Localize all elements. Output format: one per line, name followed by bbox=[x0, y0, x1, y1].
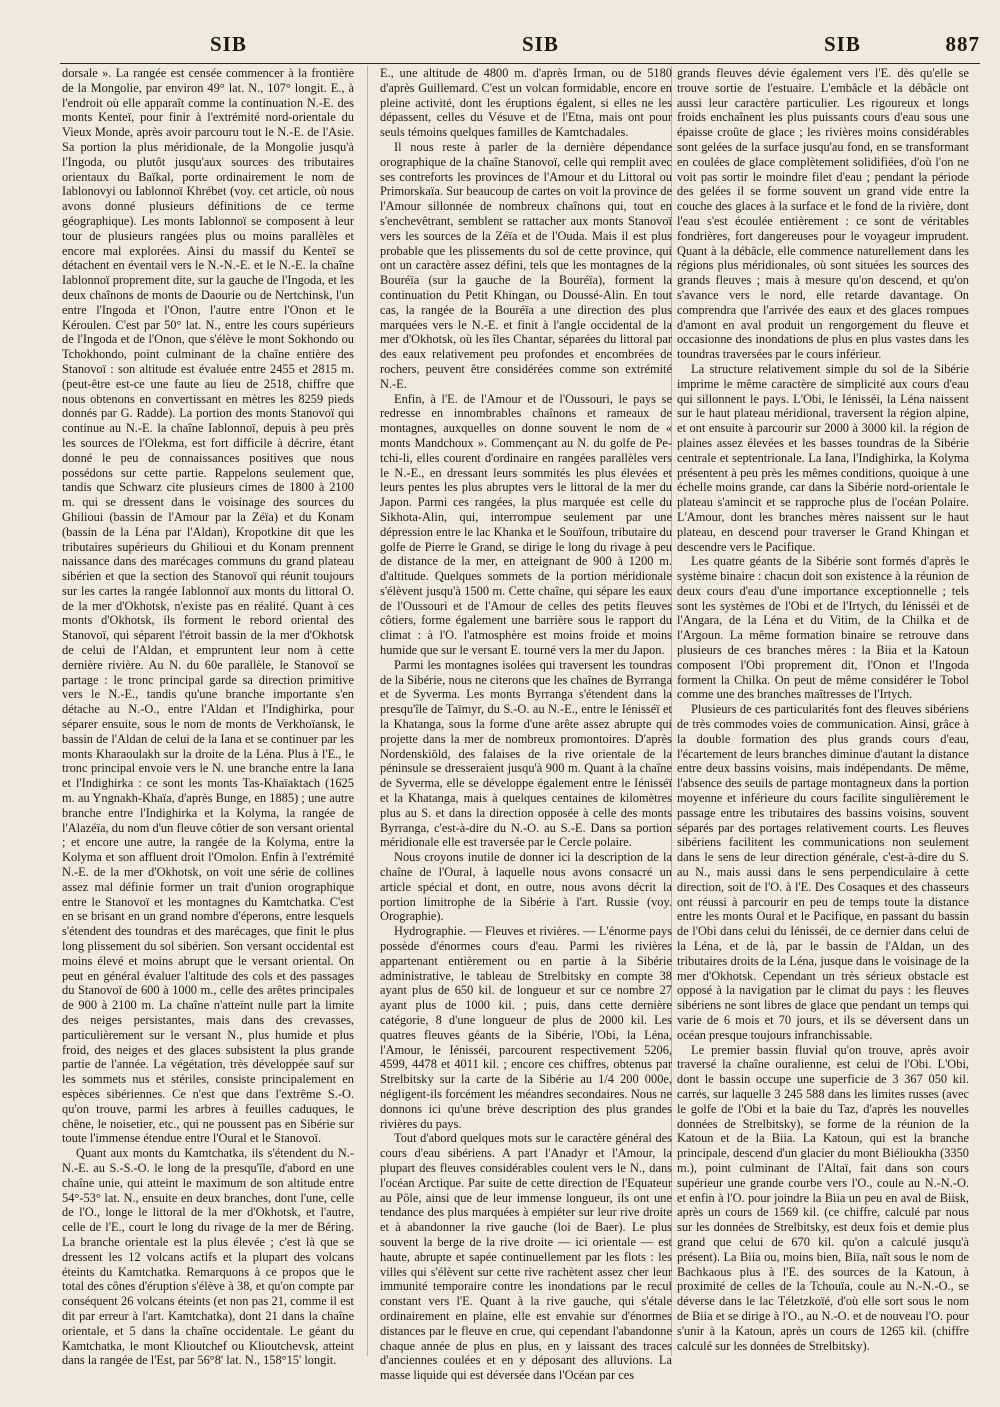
paragraph: Les quatre géants de la Sibérie sont formés d'après le système binaire : chacun doit son existence à la réunion de deux cours d'eau d'une importance exceptionnelle ; tels sont les systèmes de l'Obi et de l'Irtych, du Iénisséi et de l'Angara, de la Léna et du Vitim, de la Chilka et de l'Argoun. La même formation binaire se retrouve dans plusieurs de ces branches mères : la Biia et la Katoun composent l'Obi proprement dit, l'Onon et l'Ingoda forment la Chilka. On peut de même considérer le Tobol comme une des branches maîtresses de l'Irtych. bbox=[677, 554, 969, 702]
paragraph: Quant aux monts du Kamtchatka, ils s'étendent du N.-N.-E. au S.-S.-O. le long de la presqu'île, d'abord en une chaîne unie, qui atteint le maximum de son altitude entre 54°-53° lat. N., ensuite en deux branches, dont l'une, celle de l'O., longe le littoral de la mer d'Okhotsk, et l'autre, celle de l'E., court le long du rivage de la mer de Béring. La branche orientale est la plus élevée ; c'est là que se dressent les 12 volcans actifs et la plupart des volcans éteints du Kamtchatka. Remarquons à ce propos que le total des cônes d'éruption s'élève à 38, et qu'on compte par conséquent 26 volcans éteints (et non pas 21, comme il est dit par erreur à l'art. Kamtchatka), dont 21 dans la chaîne orientale, et 5 dans la chaîne occidentale. Le géant du Kamtchatka, le mont Klioutchef ou Klioutchevsk, atteint dans la rangée de l'Est, par 56°8' lat. N., 158°15' longit. bbox=[62, 1146, 354, 1368]
paragraph: Plusieurs de ces particularités font des fleuves sibériens de très commodes voies de communication. Ainsi, grâce à la double formation des plus grands cours d'eau, l'écartement de leurs branches diminue d'autant la distance entre deux bassins voisins, mais indépendants. De même, l'absence des seuils de partage montagneux dans la portion moyenne et inférieure du cours facilite singulièrement le passage entre les tributaires des bassins voisins, souvent séparés par des portages relativement courts. Les fleuves sibériens facilitent les communications non seulement dans le sens de leur direction générale, c'est-à-dire du S. au N., mais aussi dans le sens perpendiculaire à cette direction, soit de l'O. à l'E. Des Cosaques et des chasseurs ont réussi à parcourir en peu de temps toute la distance entre les monts Oural et le Pacifique, en passant du bassin de l'Obi dans celui du Iénisséi, de ce dernier dans celui de la Léna, et de là, par le bassin de l'Aldan, un des tributaires droits de la Léna, jusque dans le voisinage de la mer d'Okhotsk. Cependant un très sérieux obstacle est opposé à la navigation par le climat du pays : les fleuves sibériens ne sont libres de glace que pendant un temps qui varie de 6 mois et 70 jours, et ils se déversent dans un océan presque toujours infranchissable. bbox=[677, 702, 969, 1042]
header-right-word: SIB bbox=[824, 32, 861, 56]
paragraph: Parmi les montagnes isolées qui traversent les toundras de la Sibérie, nous ne citerons que les chaînes de Byrranga et de Syverma. Les monts Byrranga s'étendent dans la presqu'île de Taïmyr, du S.-O. au N.-E., entre le Iénisséï et la Khatanga, sous la forme d'une arête assez abrupte qui projette dans la mer de nombreux promontoires. D'après Nordenskiöld, des falaises de la rive orientale de la péninsule se dresseraient jusqu'à 900 m. Quant à la chaîne de Syverma, elle se développe également entre le Iénisséï et la Khatanga, mais à quelques centaines de kilomètres plus au S. et dans la direction opposée à celle des monts Byrranga, c'est-à-dire du N.-O. au S.-E. Dans sa portion méridionale elle est traversée par le Cercle polaire. bbox=[380, 657, 672, 850]
paragraph: Enfin, à l'E. de l'Amour et de l'Oussouri, le pays se redresse en innombrables chaînons et rameaux de montagnes, auxquelles on donne souvent le nom de « monts Mandchoux ». Commençant au N. du golfe de Pe-tchi-li, elles courent d'ordinaire en rangées parallèles vers le N.-E., en dressant leurs sommités les plus élevées et leurs pentes les plus abruptes vers le littoral de la mer du Japon. Parmi ces rangées, la plus marquée est celle du Sikhota-Alin, qui, interrompue seulement par une dépression entre le lac Khanka et le Souïfoun, tributaire du golfe de Pierre le Grand, se dirige le long du rivage à peu de distance de la mer, en atteignant de 900 à 1200 m. d'altitude. Quelques sommets de la portion méridionale s'élèvent jusqu'à 1500 m. Cette chaîne, qui sépare les eaux de l'Oussouri et de l'Amour de celles des petits fleuves côtiers, forme également une barrière sous le rapport du climat : à l'O. l'atmosphère est moins froide et moins humide que sur le versant E. tourné vers la mer du Japon. bbox=[380, 391, 672, 658]
running-head bbox=[60, 32, 980, 62]
header-center-word: SIB bbox=[522, 32, 559, 56]
text-columns bbox=[62, 66, 980, 1383]
column-left bbox=[62, 66, 354, 1366]
paragraph: Le premier bassin fluvial qu'on trouve, après avoir traversé la chaîne ouralienne, est celui de l'Obi. L'Obi, dont le bassin occupe une superficie de 3 367 050 kil. carrés, sur laquelle 3 245 588 dans les limites russes (avec le golfe de l'Obi et la baie du Taz, d'après les nouvelles données de Strelbitsky), se forme de la réunion de la Katoun et de la Biia. La Katoun, qui est la branche principale, descend d'un glacier du mont Biélioukha (3350 m.), point culminant de l'Altaï, fait dans son cours supérieur une grande courbe vers l'O., coule au N.-N.-O. et enfin à l'O. pour joindre la Biia un peu en aval de Biisk, après un cours de 1569 kil. (ce chiffre, calculé par nous sur les données de Strelbitsky, est deux fois et demie plus grand que celui de 670 kil. qu'on a calculé jusqu'à présent). La Biia ou, moins bien, Biïa, naît sous le nom de Bachkaous plus à l'E. des sources de la Katoun, à proximité de celles de la Tchouïa, coule au N.-N.-O., se déverse dans le lac Téletzkoïé, d'où elle sort sous le nom de Biia et se dirige à l'O., au N.-O. et de nouveau l'O. pour s'unir à la Katoun, après un cours de 1265 kil. (chiffre calculé sur les données de Strelbitsky). bbox=[677, 1042, 969, 1353]
column-right bbox=[677, 66, 969, 1366]
header-left-word: SIB bbox=[210, 32, 247, 56]
paragraph: La structure relativement simple du sol de la Sibérie imprime le même caractère de simplicité aux cours d'eau qui sillonnent le pays. L'Obi, le Iénisséi, la Léna naissent sur le haut plateau méridional, traversent la région alpine, et ont ensuite à parcourir sur 2000 à 3000 kil. la région de plaines assez élevées et les basses toundras de la Sibérie centrale et septentrionale. La Iana, l'Indighirka, la Kolyma présentent à peu près les mêmes conditions, quoique à une échelle moins grande, car dans la Sibérie nord-orientale le plateau s'amincit et se rapproche plus de l'océan Polaire. L'Amour, dont les branches mères naissent sur le haut plateau, en descend pour traverser le Grand Khingan et descendre vers le Pacifique. bbox=[677, 361, 969, 554]
page-number: 887 bbox=[945, 32, 980, 56]
paragraph: Hydrographie. — Fleuves et rivières. — L'énorme pays possède d'énormes cours d'eau. Parmi les rivières appartenant entièrement ou en partie à la Sibérie administrative, le tableau de Strelbitsky en compte 38 ayant plus de 650 kil. de longueur et sur ce nombre 27 ayant plus de 1000 kil. ; puis, dans cette dernière catégorie, 8 d'une longueur de plus de 2000 kil. Les quatres fleuves géants de la Sibérie, l'Obi, la Léna, l'Amour, le Iénisséi, parcourent respectivement 5206, 4599, 4478 et 4011 kil. ; encore ces chiffres, obtenus par Strelbitsky sur la carte de la Sibérie au 1/4 200 000e, négligent-ils forcément les méandres secondaires. Nous ne donnons ici qu'une brève description des plus grandes rivières du pays. bbox=[380, 924, 672, 1131]
paragraph: E., une altitude de 4800 m. d'après Irman, ou de 5180 d'après Guillemard. C'est un volcan formidable, encore en pleine activité, dont les éruptions égalent, si elles ne les dépassent, celles du Vésuve et de l'Etna, mais ont pour seuls témoins quelques familles de Kamtchadales. bbox=[380, 66, 672, 140]
paragraph: Tout d'abord quelques mots sur le caractère général des cours d'eau sibériens. A part l'Anadyr et l'Amour, la plupart des fleuves considérables coulent vers le N., dans l'océan Arctique. Par suite de cette direction de l'Equateur au Pôle, ainsi que de leur immense longueur, ils ont une tendance des plus marquées à empiéter sur leur rive droite et à abandonner la rive gauche (loi de Baer). Le plus souvent la berge de la rive droite — ici orientale — est haute, abrupte et sapée continuellement par les flots : les villes qui s'élèvent sur cette rive rachètent assez cher leur immunité temporaire contre les inondations par le recul constant vers l'E. Quant à la rive gauche, qui s'étale ordinairement en plaine, elle est envahie sur d'énormes distances par le fleuve en crue, qui cependant l'abandonne chaque année de plus en plus, en y laissant des traces d'anciennes coulées et en y déposant des alluvions. La masse liquide qui est déversée dans l'Océan par ces bbox=[380, 1131, 672, 1383]
header-rule bbox=[60, 63, 980, 64]
paragraph: Nous croyons inutile de donner ici la description de la chaîne de l'Oural, à laquelle nous avons consacré un article spécial et dont, en outre, nous avons décrit la portion limitrophe de la Sibérie à l'art. Russie (voy. Orographie). bbox=[380, 850, 672, 924]
paragraph: dorsale ». La rangée est censée commencer à la frontière de la Mongolie, par environ 49° lat. N., 107° longit. E., à l'endroit où elle apparaît comme la continuation N.-E. des monts Kenteï, pour finir à l'extrémité nord-orientale du Vieux Monde, après avoir parcouru tout le N.-E. de l'Asie. Sa portion la plus méridionale, de la Mongolie jusqu'à l'Ingoda, ou plutôt jusqu'aux sources des tributaires orientaux du Baïkal, porte ordinairement le nom de Iablonovyi ou Iablonnoï Khrébet (voy. cet article, où nous avons donné plusieurs définitions de ce terme géographique). Les monts Iablonnoï se composent à leur tour de plusieurs rangées plus ou moins parallèles et encore mal explorées. Ainsi du massif du Kenteï se détachent en éventail vers le N.-N.-E. et le N.-E. la chaîne Iablonnoï proprement dite, sur la gauche de l'Ingoda, et les deux chaînons de monts de Daourie ou de Nertchinsk, l'un entre l'Ingoda et l'Onon, l'autre entre l'Onon et le Kéroulen. C'est par 50° lat. N., entre les cours supérieurs de l'Ingoda et de l'Onon, que s'élève le mont Sokhondo ou Tchokhondo, point culminant de la chaîne entière des Stanovoï : son altitude est évaluée entre 2455 et 2815 m. (peut-être est-ce une faute au lieu de 2518, chiffre que nous obtenons en convertissant en mètres les 8259 pieds donnés par G. Radde). La portion des monts Stanovoï qui continue au N.-E. la chaîne Iablonnoï, depuis à peu près les sources de l'Olekma, est fort difficile à décrire, étant donné le peu de connaissances positives que nous possédons sur cette partie. Rappelons seulement que, tandis que Schwarz cite plusieurs cimes de 1800 à 2100 m. qui se dressent dans le voisinage des sources du Ghilioui (bassin de l'Amour par la Zéïa) et du Konam (bassin de la Léna par l'Aldan), Kropotkine dit que les tributaires supérieurs du Ghilioui et du Konam prennent naissance dans des marécages communs du grand plateau sibérien et que la section des Stanovoï qui réunit toujours sur les cartes la rangée Iablonnoï aux monts du littoral O. de la mer d'Okhotsk, n'existe pas en réalité. Quant à ces monts d'Okhotsk, ils forment le rebord oriental des Stanovoï, qui séparent l'étroit bassin de la mer d'Okhotsk de celui de l'Aldan, et empruntent leur nom à cette dernière rivière. Au N. du 60e parallèle, le Stanovoï se partage : le tronc principal garde sa direction primitive vers le N.-E., tandis qu'une branche importante s'en détache au N.-O., entre l'Aldan et l'Indighirka, pour séparer ensuite, sous le nom de monts de Verkhoïansk, le bassin de l'Aldan de celui de la Iana et se continuer par les monts Kharaoulakh sur la droite de la Léna. Plus à l'E., le tronc principal envoie vers le N. une branche entre la Iana et l'Indighirka : ce sont les monts Tas-Khaïaktach (1625 m. au Yngnakh-Khaïa, d'après Bunge, en 1885) ; une autre branche entre l'Indighirka et la Kolyma, la rangée de l'Alazéïa, du nom d'un fleuve côtier de son versant oriental ; et encore une autre, la rangée de la Kolyma, entre la Kolyma et son affluent droit l'Omolon. Enfin à l'extrémité N.-E. de la mer d'Okhotsk, on voit une série de collines assez mal définie former un trait d'union orographique entre le Stanovoï et les montagnes du Kamtchatka. C'est en se brisant en un grand nombre d'éperons, entre lesquels s'étendent des toundras et des marécages, que finit le plus long plissement du sol sibérien. Son versant occidental est moins élevé et moins abrupt que le versant oriental. On peut en général évaluer l'altitude des cols et des passages du Stanovoï de 600 à 1000 m., celle des arêtes principales de 900 à 2100 m. La chaîne n'atteint nulle part la limite des neiges persistantes, mais dans des crevasses, particulièrement sur le versant N., plus humide et plus froid, des neiges et des glaces subsistent la plus grande partie de l'année. La végétation, très développée sauf sur les sommets nus et stériles, consiste principalement en espèces sibériennes. Ce n'est que dans l'extrême S.-O. qu'on trouve, parmi les arbres à feuilles caduques, le chêne, le noisetier, etc., qui ne poussent pas en Sibérie sur toute l'immense étendue entre l'Oural et le Stanovoï. bbox=[62, 66, 354, 1146]
column-middle bbox=[380, 66, 672, 1383]
paragraph: Il nous reste à parler de la dernière dépendance orographique de la chaîne Stanovoï, celle qui remplit avec ses contreforts les provinces de l'Amour et du Littoral ou Primorskaïa. Sur beaucoup de cartes on voit la province de l'Amour sillonnée de nombreux chaînons qui, tout en s'enchevêtrant, semblent se rattacher aux monts Stanovoï vers les sources de la Zéïa et de l'Ouda. Mais il est plus probable que les plissements du sol de cette province, qui ont un caractère assez défini, tels que les montagnes de la Bouréïa (sur la gauche de la Bouréïa), forment la continuation du Petit Khingan, ou Doussé-Alin. En tout cas, la rangée de la Bouréïa a une direction des plus marquées vers le N.-E. et finit à l'angle occidental de la mer d'Okhotsk, où les îles Chantar, séparées du littoral par des eaux relativement peu profondes et encombrées de rochers, peuvent être considérées comme son extrémité N.-E. bbox=[380, 139, 672, 391]
paragraph: grands fleuves dévie également vers l'E. dès qu'elle se trouve sortie de l'estuaire. L'embâcle et la débâcle ont aussi leur caractère particulier. Les rigoureux et longs froids enchaînent les plus puissants cours d'eau sous une épaisse croûte de glace ; les rivières moins considérables sont gelées de la surface jusqu'au fond, en se transformant en coulées de glace complètement solidifiées, d'où l'on ne voit pas sortir le moindre filet d'eau ; pendant la période des gelées il se forme souvent un grand vide entre la couche des glaces à la surface et le fond de la rivière, dont l'eau s'est écoulée entièrement : ce sont de véritables fondrières, fort dangereuses pour le voyageur imprudent. Quant à la débâcle, elle commence naturellement dans les régions plus méridionales, où sont situées les sources des grands fleuves ; mais à mesure qu'on descend, et qu'on s'avance vers le nord, elle retarde davantage. On comprendra que l'arrivée des eaux et des glaces rompues d'amont en aval produit un rengorgement du fleuve et occasionne des inondations de plus en plus vastes dans les toundras traversées par le cours inférieur. bbox=[677, 66, 969, 362]
